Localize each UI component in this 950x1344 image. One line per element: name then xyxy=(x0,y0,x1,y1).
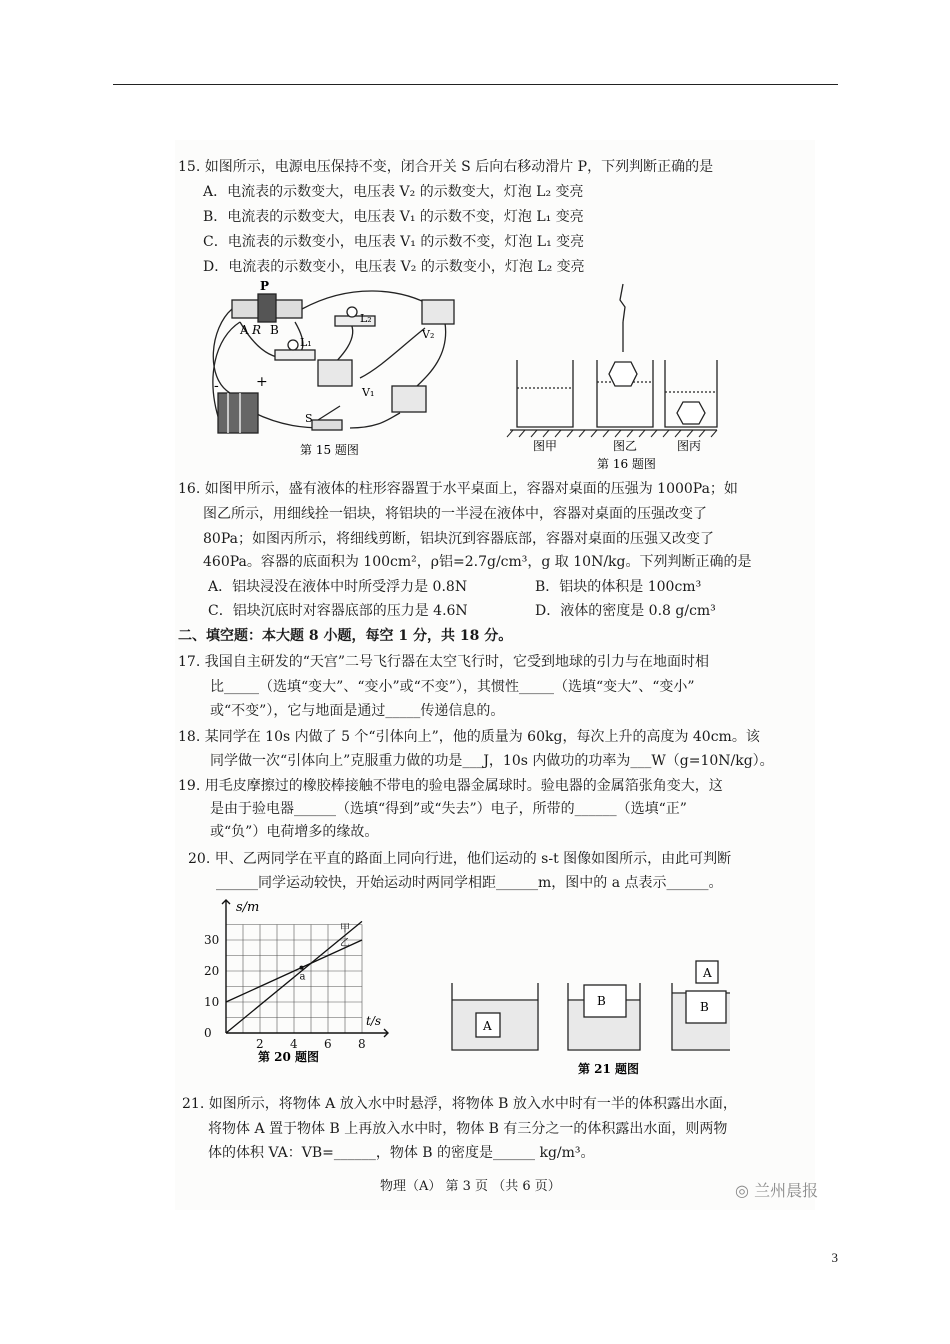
battery xyxy=(218,393,258,433)
x-tick-label: 2 xyxy=(256,1037,264,1051)
q21-line-2: 将物体 A 置于物体 B 上再放入水中时，物体 B 有三分之一的体积露出水面，则两物 xyxy=(208,1121,728,1137)
fig16-caption: 第 16 题图 xyxy=(597,457,656,471)
q20-line-1: 20. 甲、乙两同学在平直的路面上同向行进，他们运动的 s-t 图像如图所示，由此可判断 xyxy=(188,851,732,867)
label-b: B xyxy=(270,323,279,337)
chart-xlabel: t/s xyxy=(366,1014,382,1028)
label-v1: V₁ xyxy=(362,386,375,399)
switch-s xyxy=(312,420,342,430)
q17-line-1: 17. 我国自主研发的“天宫”二号飞行器在太空飞行时，它受到地球的引力与在地面时相 xyxy=(178,654,710,670)
x-tick-label: 6 xyxy=(324,1037,332,1051)
circuit-figure xyxy=(200,278,470,468)
y-tick-label: 30 xyxy=(204,933,220,947)
q19-line-3: 或“负”）电荷增多的缘故。 xyxy=(210,824,379,840)
q16-line-4: 460Pa。容器的底面积为 100cm²，ρ铝=2.7g/cm³，g 取 10N/kg。下列判断正确的是 xyxy=(203,554,752,570)
q15-option-c: C．电流表的示数变小，电压表 V₁ 的示数不变，灯泡 L₁ 变亮 xyxy=(203,234,585,250)
label-fig-jia: 图甲 xyxy=(533,439,558,453)
label-b-fig2: B xyxy=(597,994,606,1008)
voltmeter-v1 xyxy=(318,360,352,386)
q15-stem: 15. 如图所示，电源电压保持不变，闭合开关 S 后向右移动滑片 P，下列判断正确的是 xyxy=(178,159,714,175)
label-v2: V₂ xyxy=(422,328,435,341)
q19-line-2: 是由于验电器______（选填“得到”或“失去”）电子，所带的______（选填“正” xyxy=(210,801,687,817)
section-2-heading: 二、填空题：本大题 8 小题，每空 1 分，共 18 分。 xyxy=(178,628,513,644)
voltmeter-v2 xyxy=(422,300,454,324)
x-tick-label: 8 xyxy=(358,1037,366,1051)
q16-option-a: A．铝块浸没在液体中时所受浮力是 0.8N xyxy=(208,579,468,595)
watermark-text: 兰州晨报 xyxy=(754,1181,819,1200)
y-tick-label: 0 xyxy=(204,1026,212,1040)
watermark xyxy=(735,1178,818,1201)
page-footer: 物理（A） 第 3 页 （共 6 页） xyxy=(380,1179,561,1194)
containers-figure-16 xyxy=(505,282,720,472)
label-l2: L₂ xyxy=(360,312,372,325)
label-l1: L₁ xyxy=(300,336,312,349)
x-tick-label: 4 xyxy=(290,1037,298,1051)
series-label-1: 甲 xyxy=(340,923,350,935)
q15-option-b: B．电流表的示数变大，电压表 V₁ 的示数不变，灯泡 L₁ 变亮 xyxy=(203,209,584,225)
label-a: A xyxy=(240,323,249,337)
q17-line-2: 比_____（选填“变大”、“变小”或“不变”），其惯性_____（选填“变大”、“变小” xyxy=(210,679,695,695)
label-fig-bing: 图丙 xyxy=(677,439,702,453)
q16-option-d: D．液体的密度是 0.8 g/cm³ xyxy=(535,603,716,619)
header-rule xyxy=(113,84,838,85)
label-s: S xyxy=(305,412,313,425)
label-b-fig3: B xyxy=(700,1000,709,1014)
q16-line-2: 图乙所示，用细线拴一铝块，将铝块的一半浸在液体中，容器对桌面的压强改变了 xyxy=(203,506,707,522)
q15-option-d: D．电流表的示数变小，电压表 V₂ 的示数变小，灯泡 L₂ 变亮 xyxy=(203,259,585,275)
label-minus: - xyxy=(214,378,219,394)
slider-p xyxy=(258,294,276,322)
st-chart xyxy=(198,895,398,1070)
y-tick-label: 20 xyxy=(204,964,220,978)
q18-line-2: 同学做一次“引体向上”克服重力做的功是___J，10s 内做功的功率为___W（g=10N/kg）。 xyxy=(210,753,774,769)
label-fig-yi: 图乙 xyxy=(613,439,638,453)
q16-option-b: B．铝块的体积是 100cm³ xyxy=(535,579,702,595)
label-a-fig1: A xyxy=(483,1019,492,1033)
q17-line-3: 或“不变”），它与地面是通过_____传递信息的。 xyxy=(210,703,505,719)
wechat-icon: ◎ xyxy=(735,1181,749,1200)
fig21-caption: 第 21 题图 xyxy=(578,1062,640,1076)
q20-line-2: ______同学运动较快，开始运动时两同学相距______m，图中的 a 点表示______。 xyxy=(216,875,723,891)
y-tick-label: 10 xyxy=(204,995,220,1009)
label-r: R xyxy=(252,323,262,337)
q16-line-3: 80Pa；如图丙所示，将细线剪断，铝块沉到容器底部，容器对桌面的压强又改变了 xyxy=(203,531,714,547)
point-a-label: a xyxy=(299,971,306,983)
q19-line-1: 19. 用毛皮摩擦过的橡胶棒接触不带电的验电器金属球时。验电器的金属箔张角变大，这 xyxy=(178,778,723,794)
q21-line-3: 体的体积 VA：VB=______，物体 B 的密度是______ kg/m³。 xyxy=(208,1145,595,1161)
fig15-caption: 第 15 题图 xyxy=(300,443,359,457)
q21-line-1: 21. 如图所示，将物体 A 放入水中时悬浮，将物体 B 放入水中时有一半的体积露出水面， xyxy=(182,1096,737,1112)
ammeter xyxy=(392,386,426,412)
label-a-fig3: A xyxy=(703,966,712,980)
q16-line-1: 16. 如图甲所示，盛有液体的柱形容器置于水平桌面上，容器对桌面的压强为 1000Pa；如 xyxy=(178,481,738,497)
point-a xyxy=(299,966,303,970)
chart-ylabel: s/m xyxy=(236,900,260,915)
q15-option-a: A．电流表的示数变大，电压表 V₂ 的示数变大，灯泡 L₂ 变亮 xyxy=(203,184,584,200)
chart-caption: 第 20 题图 xyxy=(258,1050,320,1064)
label-plus: + xyxy=(256,374,268,390)
beakers-figure-21 xyxy=(440,955,730,1080)
page-number: 3 xyxy=(831,1250,838,1265)
q16-option-c: C．铝块沉底时对容器底部的压力是 4.6N xyxy=(208,603,468,619)
q18-line-1: 18. 某同学在 10s 内做了 5 个“引体向上”，他的质量为 60kg，每次上升的高度为 40cm。该 xyxy=(178,729,760,745)
series-label-2: 乙 xyxy=(340,938,350,949)
label-p: P xyxy=(260,279,270,293)
